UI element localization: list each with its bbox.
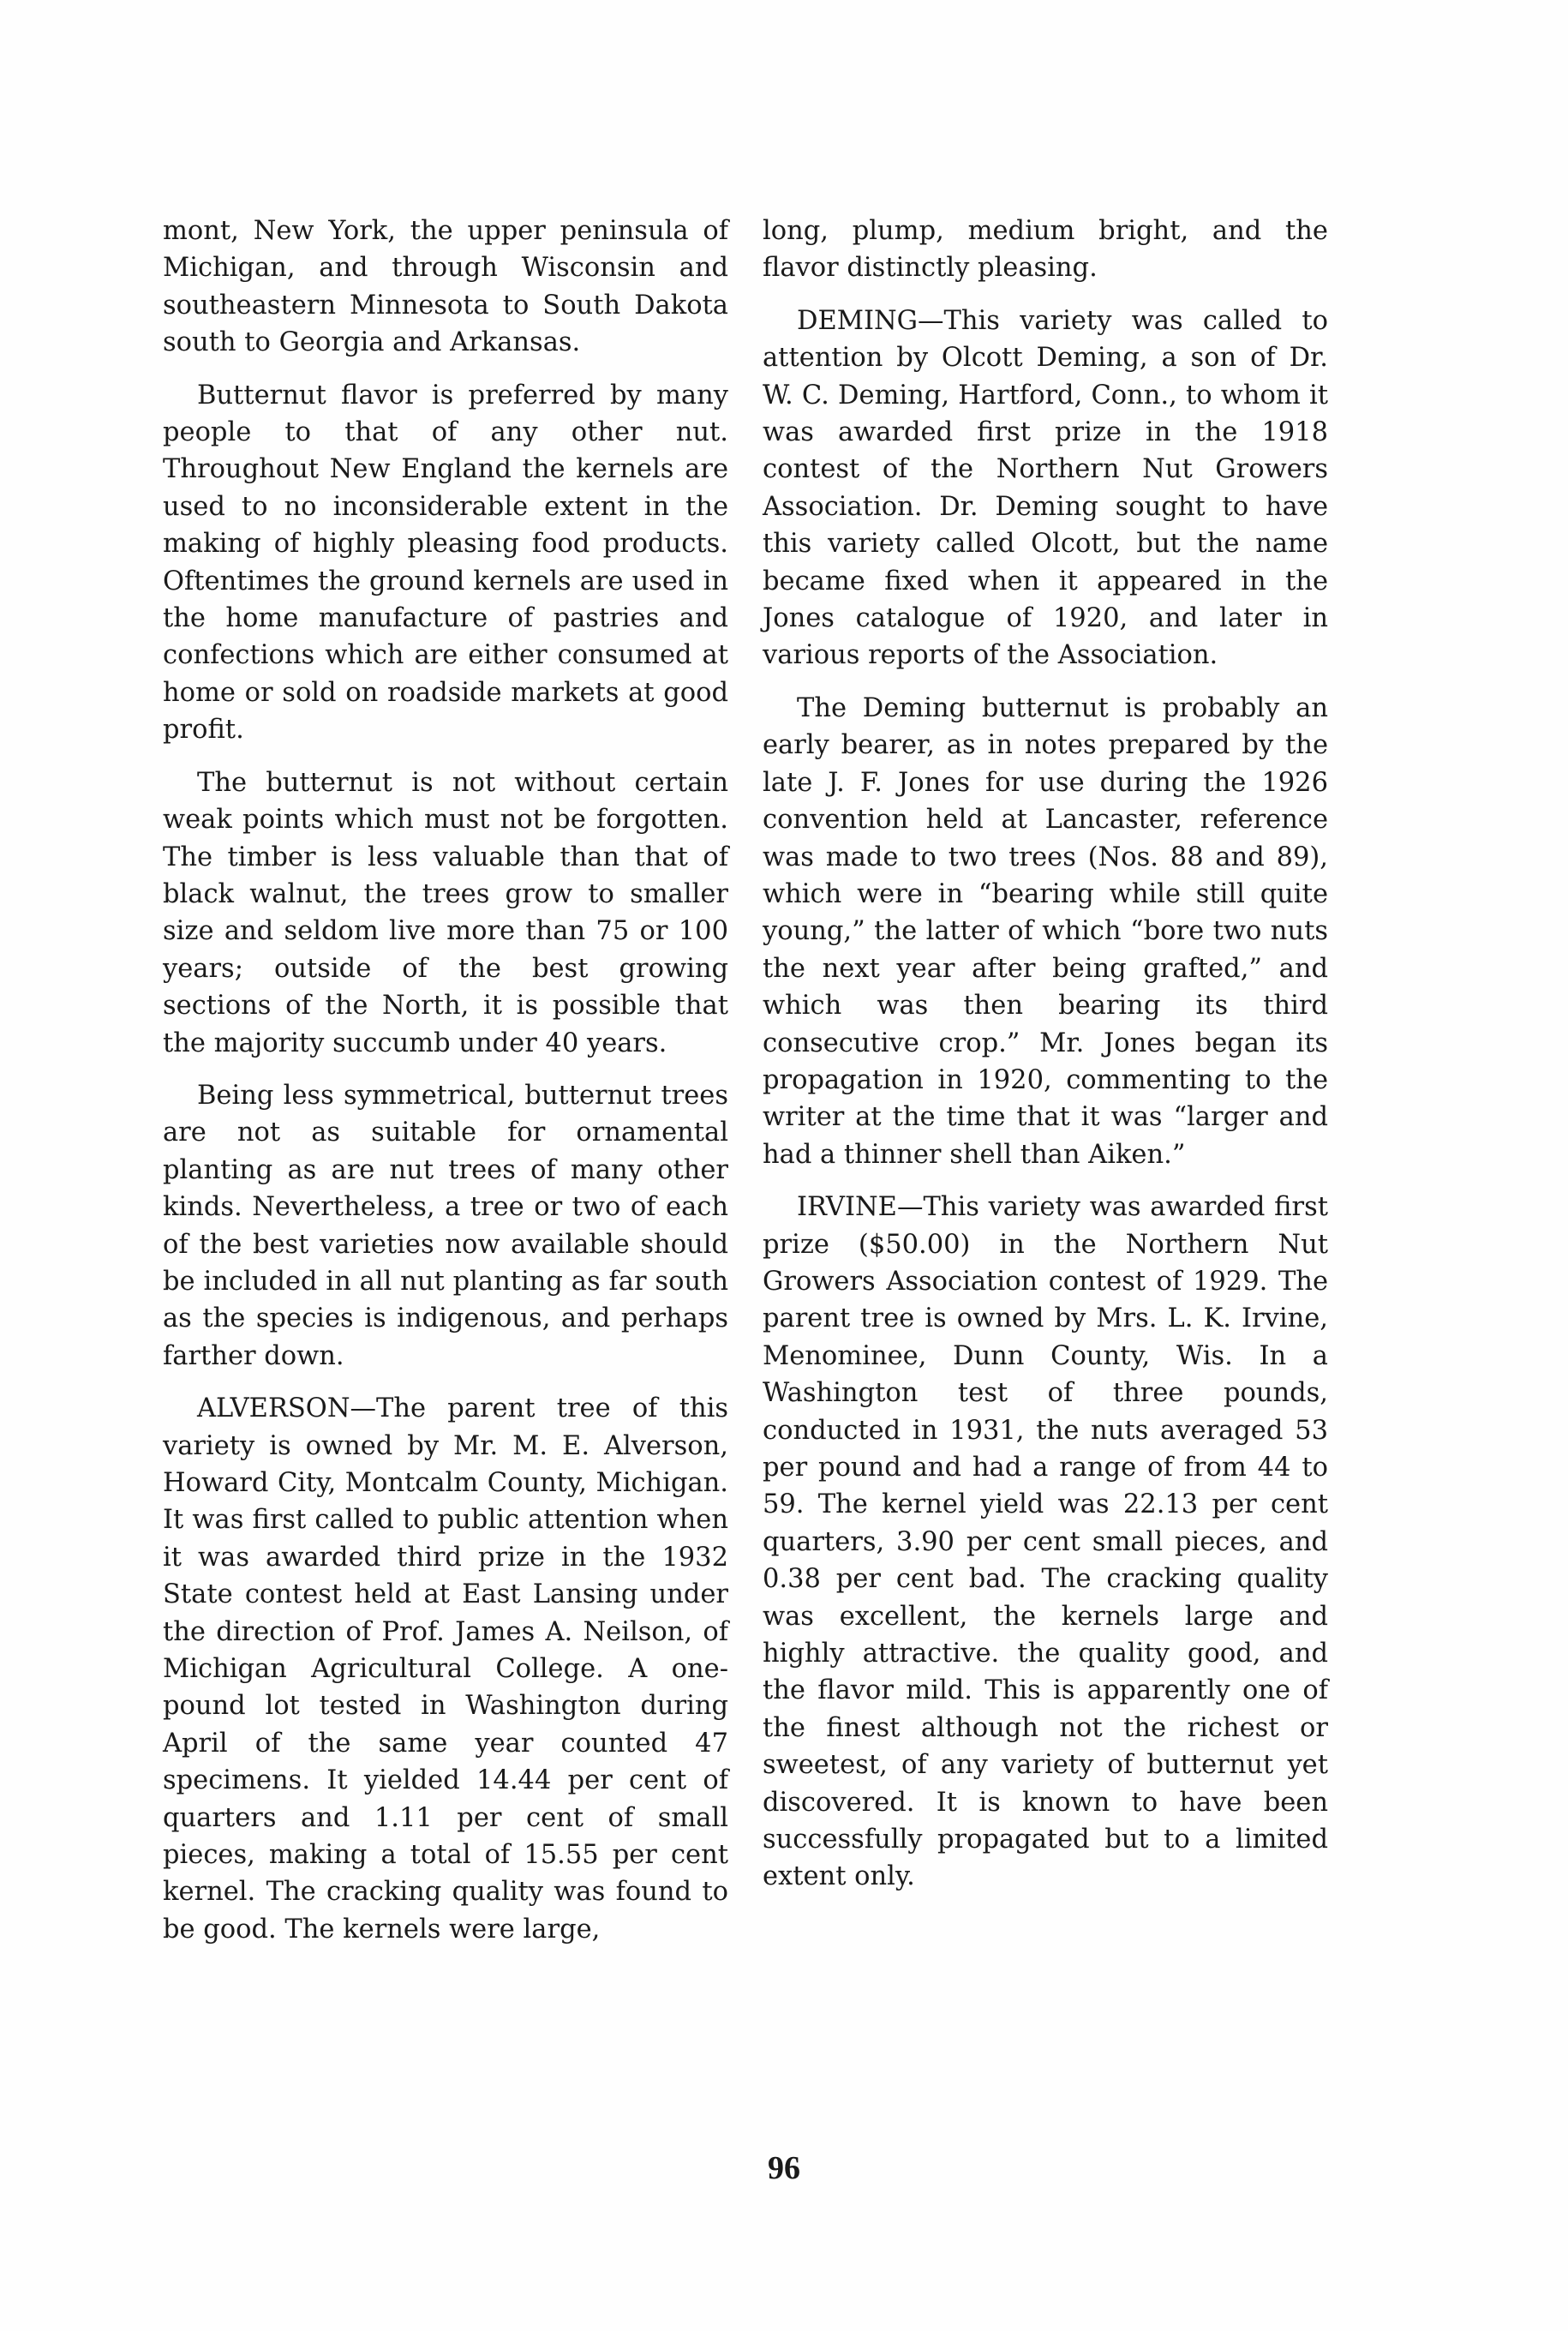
- paragraph-deming-bearer: The Deming butternut is probably an early bearer, as in notes prepared by the late J. F. Jones for use during the 1926 convention held at Lancaster, reference was made to two trees (Nos. 88 and 89), which were in “bearing while still quite young,” the latter of which “bore two nuts the next year after being grafted,” and which was then bearing its third consecutive crop.” Mr. Jones began its propagation in 1920, commenting to the writer at the time that it was “larger and had a thinner shell than Aiken.”: [763, 692, 1328, 1170]
- paragraph-irvine: IRVINE—This variety was awarded first prize ($50.00) in the Northern Nut Growers Association contest of 1929. The parent tree is owned by Mrs. L. K. Irvine, Menominee, Dunn County, Wis. In a Washington test of three pounds, conducted in 1931, the nuts averaged 53 per pound and had a range of from 44 to 59. The kernel yield was 22.13 per cent quarters, 3.90 per cent small pieces, and 0.38 per cent bad. The cracking quality was excellent, the kernels large and highly attractive. the quality good, and the flavor mild. This is apparently one of the finest although not the richest or sweetest, of any variety of butternut yet discovered. It is known to have been successfully propagated but to a limited extent only.: [763, 1192, 1328, 1892]
- paragraph-deming: DEMING—This variety was called to attention by Olcott Deming, a son of Dr. W. C. Deming, Hartford, Conn., to whom it was awarded first prize in the 1918 contest of the Northern Nut Growers Association. Dr. Deming sought to have this variety called Olcott, but the name became fixed when it appeared in the Jones catalogue of 1920, and later in various reports of the Association.: [763, 305, 1328, 671]
- page-number: 96: [768, 2150, 800, 2186]
- paragraph-weak-points: The butternut is not without certain weak points which must not be forgotten. The timber is less valuable than that of black walnut, the trees grow to smaller size and seldom live more than 75 or 100 years; outside of the best growing sections of the North, it is possible that the majority succumb under 40 years.: [163, 767, 728, 1058]
- paragraph-ornamental: Being less symmetrical, butternut trees are not as suitable for ornamental planting as are nut trees of many other kinds. Nevertheless, a tree or two of each of the best varieties now available should be included in all nut planting as far south as the species is indigenous, and perhaps farther down.: [163, 1080, 728, 1371]
- paragraph-continuation: mont, New York, the upper peninsula of Michigan, and through Wisconsin and southeastern Minnesota to South Dakota south to Georgia and Arkansas.: [163, 216, 728, 358]
- paragraph-alverson-continued: long, plump, medium bright, and the flavor distinctly pleasing.: [763, 216, 1328, 284]
- paragraph-butternut-flavor: Butternut flavor is preferred by many people to that of any other nut. Throughout New England the kernels are used to no inconsiderable extent in the making of highly pleasing food products. Oftentimes the ground kernels are used in the home manufacture of pastries and confections which are either consumed at home or sold on roadside markets at good profit.: [163, 380, 728, 746]
- right-text-column: [763, 213, 1328, 1911]
- paragraph-alverson: ALVERSON—The parent tree of this variety is owned by Mr. M. E. Alverson, Howard City, Montcalm County, Michigan. It was first called to public attention when it was awarded third prize in the 1932 State contest held at East Lansing under the direction of Prof. James A. Neilson, of Michigan Agricultural College. A one-pound lot tested in Washington during April of the same year counted 47 specimens. It yielded 14.44 per cent of quarters and 1.11 per cent of small pieces, making a total of 15.55 per cent kernel. The cracking quality was found to be good. The kernels were large,: [163, 1393, 728, 1944]
- left-text-column: [163, 213, 728, 1963]
